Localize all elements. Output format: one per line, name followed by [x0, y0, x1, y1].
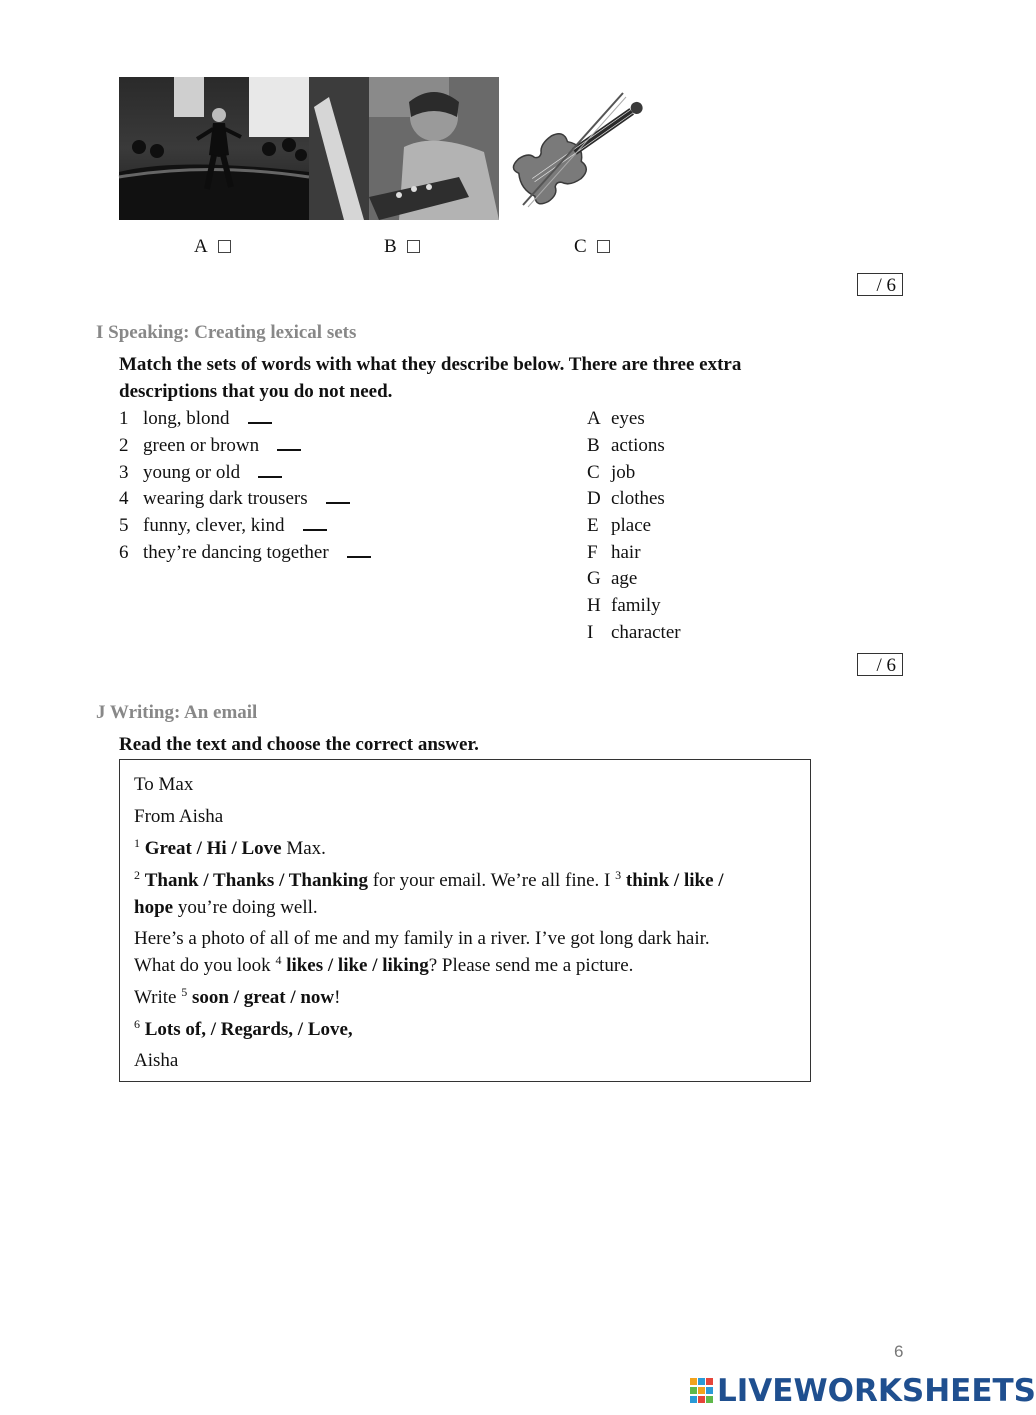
answer-blank-5[interactable]	[303, 515, 327, 531]
page-number: 6	[894, 1342, 904, 1361]
option-b	[384, 236, 420, 258]
list-item: B actions	[587, 435, 665, 456]
list-item: A eyes	[587, 408, 645, 429]
email-signature: Aisha	[134, 1050, 179, 1071]
email-line-7: $^6$ Lots of, / Regards, / Love,	[134, 1017, 353, 1040]
photo-violin	[508, 85, 668, 215]
email-line-2: $^2$ Thank / Thanks / Thanking for your email. We’re all fine. I $^3$ think / like /	[134, 868, 724, 891]
choice-2[interactable]: Thank / Thanks / Thanking	[144, 870, 368, 891]
list-item: 2 green or brown	[119, 433, 301, 459]
list-item: C job	[587, 462, 636, 483]
answer-blank-2[interactable]	[277, 435, 301, 451]
choice-6[interactable]: Lots of, / Regards, / Love,	[144, 1019, 353, 1040]
list-item: I character	[587, 622, 681, 643]
section-j-title: J Writing: An email	[96, 702, 258, 723]
list-item: 1 long, blond	[119, 406, 272, 432]
email-line-3: hope you’re doing well.	[134, 897, 318, 918]
answer-blank-1[interactable]	[248, 408, 272, 424]
list-item: 4 wearing dark trousers	[119, 486, 350, 512]
list-item: 6 they’re dancing together	[119, 540, 371, 566]
list-item: H family	[587, 595, 661, 616]
list-item: F hair	[587, 542, 641, 563]
option-c	[574, 236, 610, 258]
score-box-h: / 6	[857, 273, 903, 296]
answer-blank-6[interactable]	[347, 542, 371, 558]
list-item: 5 funny, clever, kind	[119, 513, 327, 539]
choice-3a[interactable]: think / like /	[625, 870, 724, 891]
email-line-4: Here’s a photo of all of me and my family in a river. I’ve got long dark hair.	[134, 928, 710, 949]
brand-name: LIVEWORKSHEETS	[717, 1373, 1036, 1409]
email-line-1: $^1$ Great / Hi / Love Max.	[134, 836, 326, 859]
photo-dancer	[119, 77, 309, 220]
email-from: From Aisha	[134, 806, 224, 827]
score-box-i: / 6	[857, 653, 903, 676]
answer-blank-4[interactable]	[326, 488, 350, 504]
option-a-checkbox[interactable]	[218, 240, 231, 253]
choice-3b[interactable]: hope	[134, 897, 174, 918]
email-to: To Max	[134, 774, 194, 795]
brand-logo[interactable]	[690, 1373, 1036, 1409]
option-c-checkbox[interactable]	[597, 240, 610, 253]
option-a-label: A	[194, 236, 208, 257]
choice-4[interactable]: likes / like / liking	[286, 955, 429, 976]
section-i-instruction: Match the sets of words with what they describe below. There are three extra descriptions that you do not need.	[119, 354, 742, 402]
option-a	[194, 236, 231, 258]
brand-logo-icon	[690, 1378, 714, 1404]
choice-1[interactable]: Great / Hi / Love	[144, 838, 282, 859]
option-b-label: B	[384, 236, 397, 257]
choice-5[interactable]: soon / great / now	[192, 987, 335, 1008]
list-item: G age	[587, 568, 638, 589]
list-item: E place	[587, 515, 652, 536]
email-line-5: What do you look $^4$ likes / like / liking? Please send me a picture.	[134, 953, 634, 976]
section-j-instruction: Read the text and choose the correct answer.	[119, 734, 479, 755]
photo-boy-painting	[309, 77, 499, 220]
section-i-title: I Speaking: Creating lexical sets	[96, 322, 357, 343]
list-item: 3 young or old	[119, 460, 282, 486]
email-line-6: Write $^5$ soon / great / now!	[134, 985, 341, 1008]
option-c-label: C	[574, 236, 587, 257]
option-b-checkbox[interactable]	[407, 240, 420, 253]
list-item: D clothes	[587, 488, 665, 509]
answer-blank-3[interactable]	[258, 462, 282, 478]
